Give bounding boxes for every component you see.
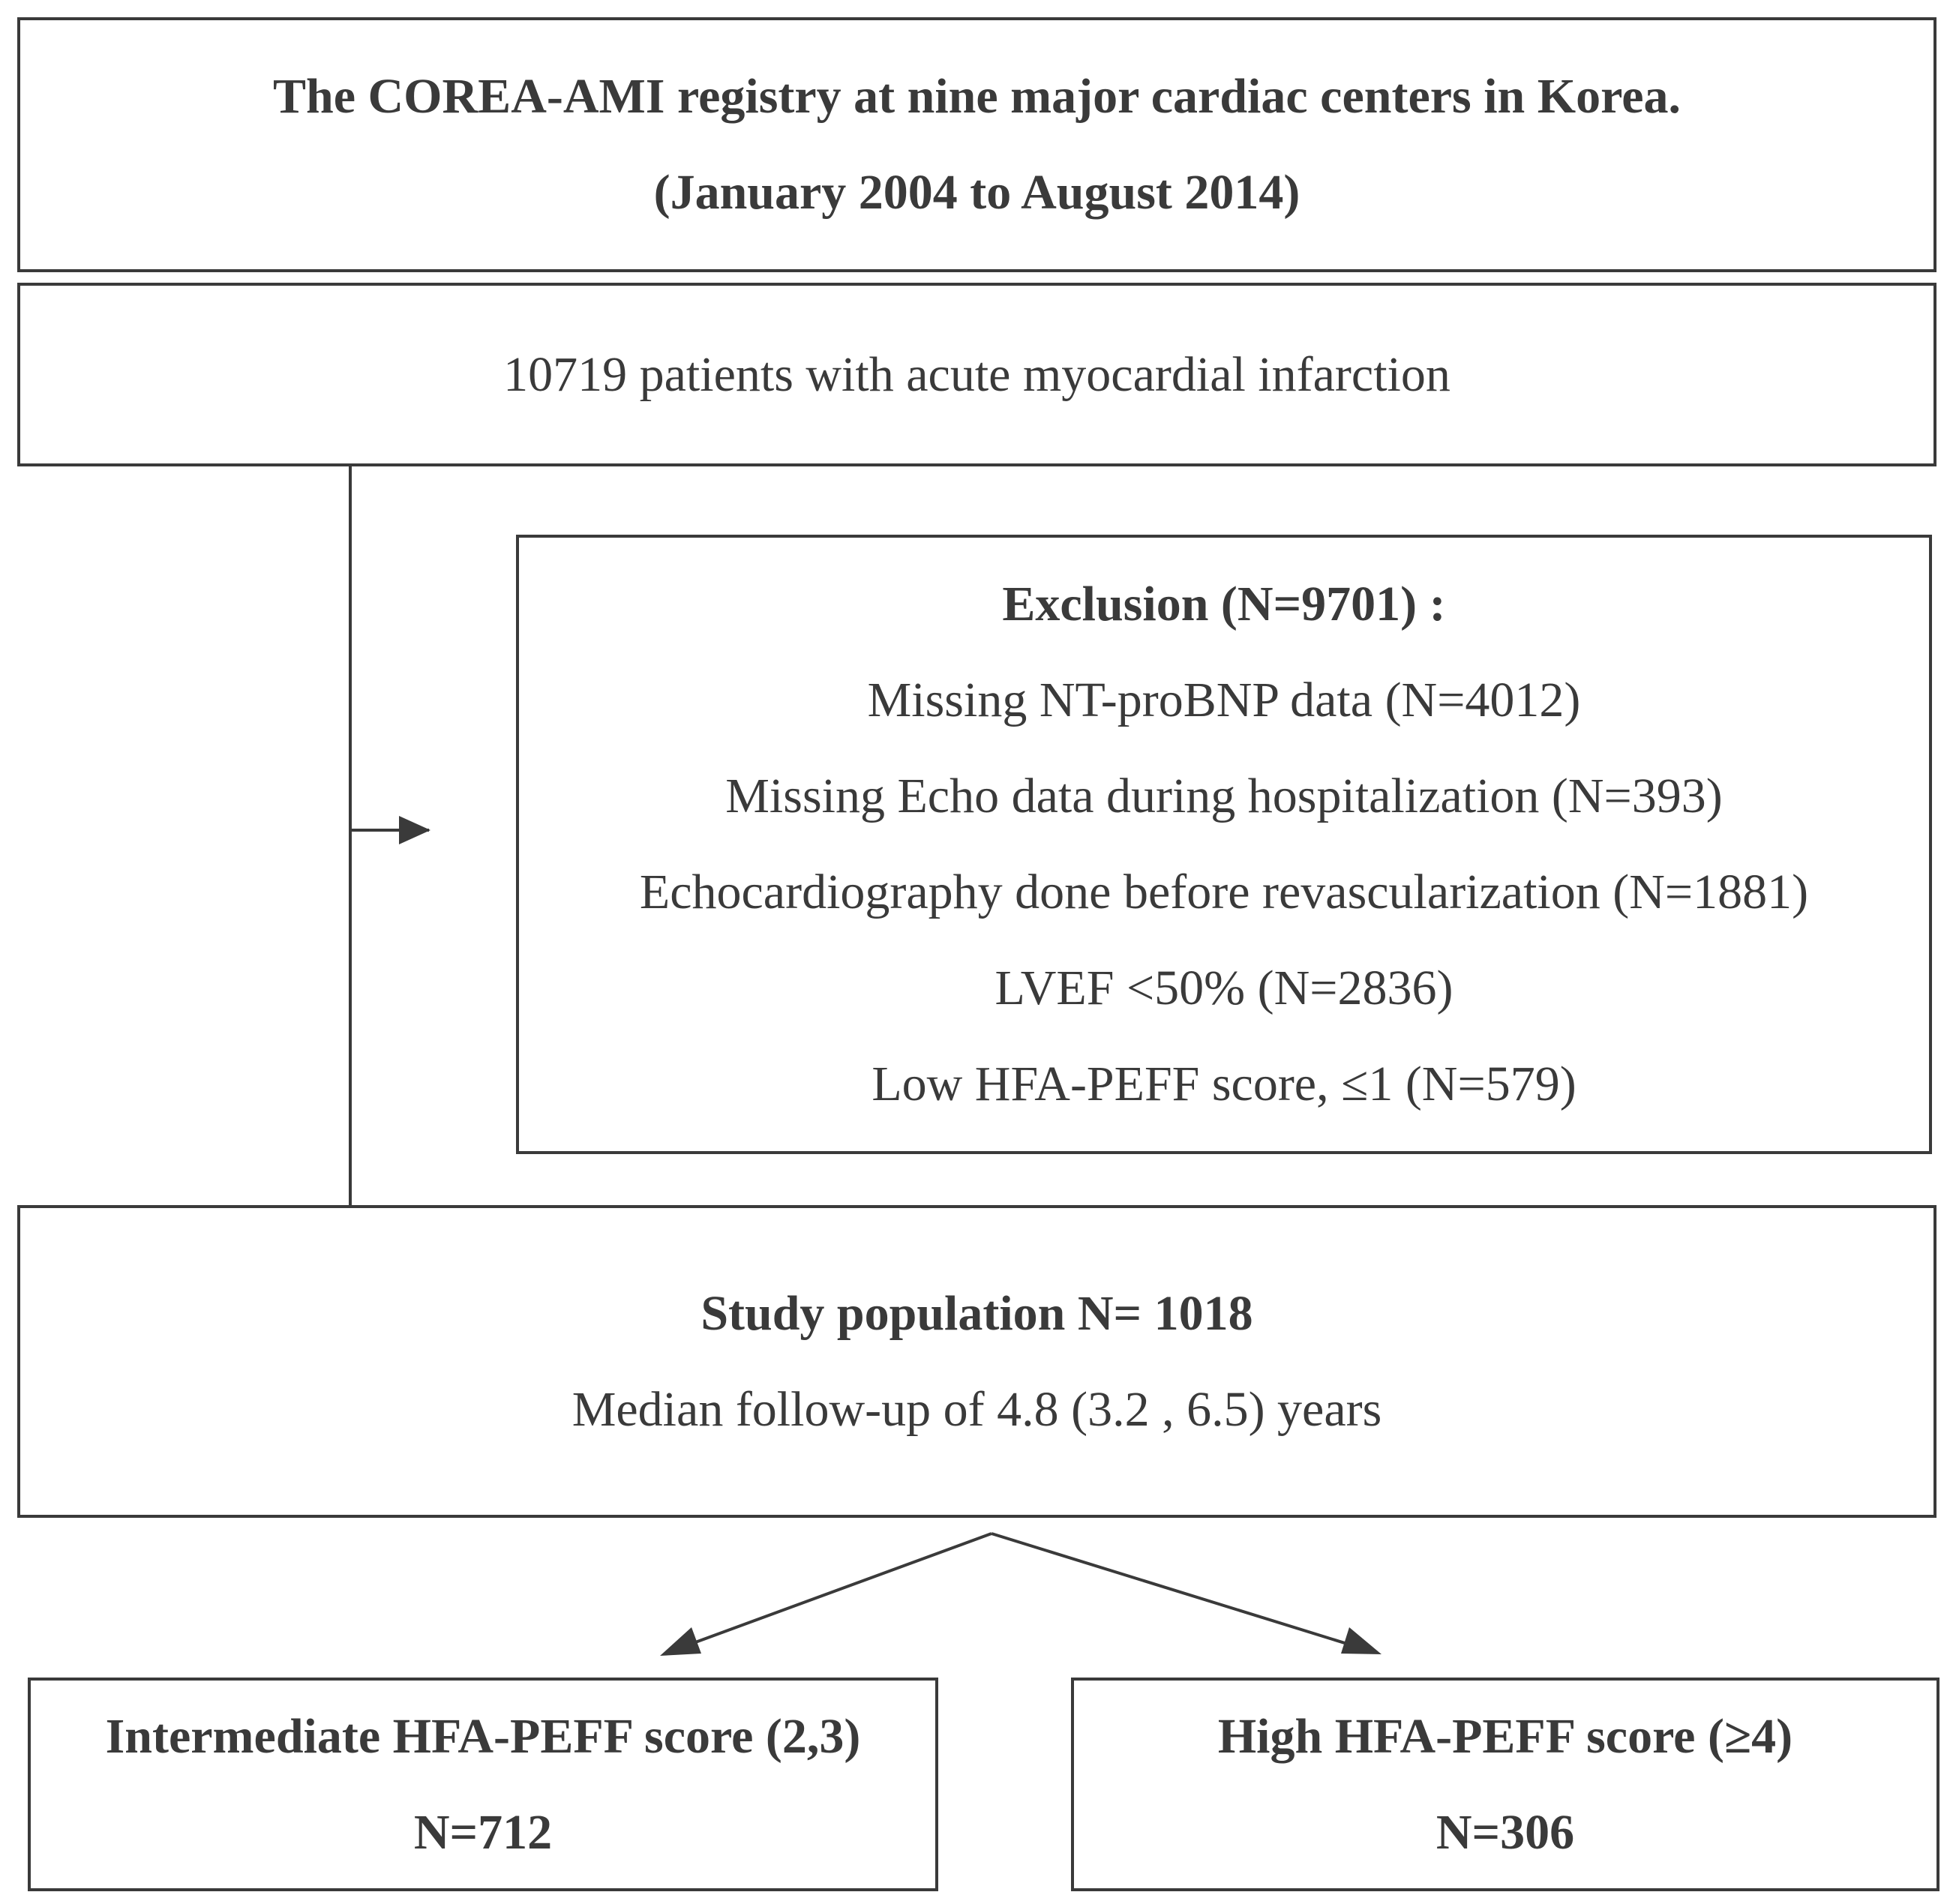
- high-group-count: N=306: [1436, 1804, 1575, 1860]
- split-arrowhead-right: [1341, 1627, 1382, 1654]
- exclusion-arrowhead: [399, 816, 430, 844]
- registry-box: [17, 17, 1936, 272]
- total-patients-box: [17, 283, 1936, 466]
- split-arrow-right: [992, 1534, 1366, 1650]
- registry-title: The COREA-AMI registry at nine major cardiac centers in Korea.: [272, 69, 1681, 124]
- exclusion-item: Missing Echo data during hospitalization (N=393): [725, 769, 1723, 823]
- exclusion-item: Low HFA-PEFF score, ≤1 (N=579): [872, 1057, 1576, 1111]
- exclusion-item: Missing NT-proBNP data (N=4012): [867, 673, 1581, 727]
- registry-date-range: (January 2004 to August 2014): [653, 165, 1300, 220]
- high-group-label: High HFA-PEFF score (≥4): [1217, 1708, 1793, 1764]
- split-arrowhead-left: [660, 1627, 701, 1656]
- intermediate-group-count: N=712: [413, 1804, 553, 1860]
- exclusion-heading: Exclusion (N=9701) :: [1002, 577, 1446, 631]
- study-followup-text: Median follow-up of 4.8 (3.2 , 6.5) years: [572, 1381, 1382, 1437]
- split-arrow-left: [675, 1534, 992, 1650]
- intermediate-group-box: [28, 1678, 938, 1891]
- total-patients-text: 10719 patients with acute myocardial infarction: [503, 346, 1450, 402]
- exclusion-item: Echocardiography done before revascularization (N=1881): [639, 865, 1809, 919]
- study-population-title: Study population N= 1018: [700, 1285, 1253, 1341]
- study-population-box: [17, 1205, 1936, 1518]
- intermediate-group-label: Intermediate HFA-PEFF score (2,3): [105, 1708, 861, 1764]
- exclusion-box: [516, 535, 1932, 1154]
- high-group-box: [1071, 1678, 1940, 1891]
- exclusion-item: LVEF <50% (N=2836): [994, 961, 1454, 1015]
